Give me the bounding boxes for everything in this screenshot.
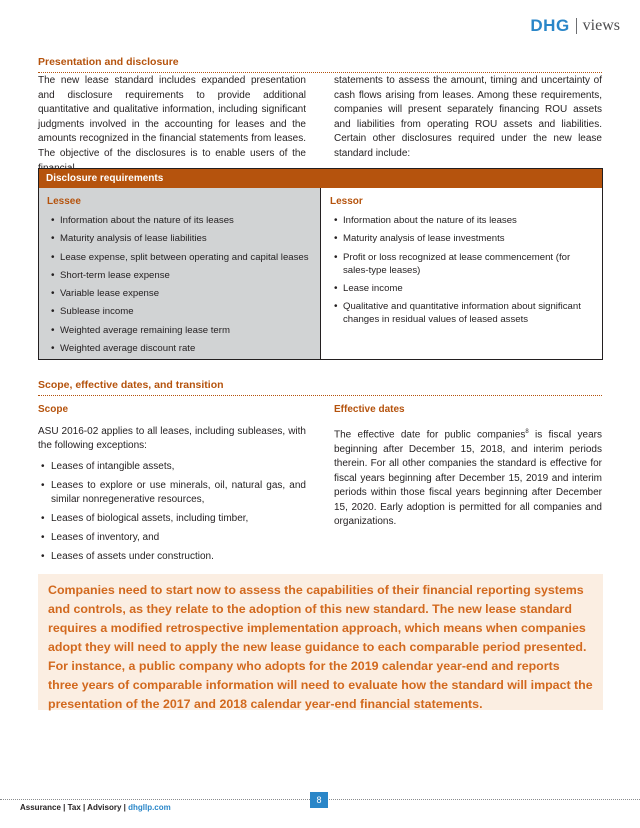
effective-text-start: The effective date for public companies <box>334 428 526 440</box>
lessor-column <box>321 188 602 359</box>
footnote-marker: 8 <box>525 428 529 435</box>
effective-text-end: is fiscal years beginning after December 15, 2018, and interim periods therein. For all other companies the standard is effective for fiscal years beginning after December 15, 2019 and interim periods within those fiscal years beginning after December 15, 2020. Early adoption is permitted for all companies and organizations. <box>334 428 602 528</box>
lessee-heading: Lessee <box>47 196 81 207</box>
lessee-list-item: • Sublease income <box>47 305 320 318</box>
scope-list-item: • Leases of assets under construction. <box>38 550 306 565</box>
lessor-list-item: • Maturity analysis of lease investments <box>330 232 602 245</box>
footer-website-link[interactable]: dhgllp.com <box>128 803 171 812</box>
scope-column <box>38 403 306 569</box>
footer-services <box>20 803 171 812</box>
scope-list-item: • Leases of intangible assets, <box>38 460 306 475</box>
logo-divider <box>576 18 577 34</box>
lessor-list-item: • Qualitative and quantitative information about significant changes in residual values of leased assets <box>330 300 602 326</box>
lessor-list-item: • Profit or loss recognized at lease commencement (for sales-type leases) <box>330 251 602 277</box>
lessee-list-item: • Maturity analysis of lease liabilities <box>47 232 320 245</box>
lessor-heading: Lessor <box>330 196 363 207</box>
presentation-right-text: statements to assess the amount, timing and uncertainty of cash flows arising from leases. Among these requirements, companies will present separately financing ROU assets and liabilities from operating ROU assets and liabilities. Certain other disclosures required under the new lease standard include: <box>334 75 602 159</box>
effective-dates-heading: Effective dates <box>334 404 405 415</box>
disclosure-table-title: Disclosure requirements <box>39 169 602 188</box>
lessee-column <box>39 188 321 359</box>
lessee-list-item: • Lease expense, split between operating and capital leases <box>47 251 320 264</box>
effective-dates-text <box>334 425 602 530</box>
scope-list-item: • Leases of inventory, and <box>38 531 306 546</box>
scope-exceptions-list <box>38 460 306 565</box>
footer-services-text: Assurance | Tax | Advisory | <box>20 803 129 812</box>
scope-list-item: • Leases to explore or use minerals, oil, natural gas, and similar nonregenerative resources, <box>38 479 306 508</box>
lessee-list <box>47 214 320 355</box>
lessee-list-item: • Information about the nature of its leases <box>47 214 320 227</box>
lessor-list-item: • Information about the nature of its leases <box>330 214 602 227</box>
lessee-list-item: • Weighted average remaining lease term <box>47 324 320 337</box>
logo-mark: DHG <box>530 16 570 35</box>
scope-list-item: • Leases of biological assets, including timber, <box>38 512 306 527</box>
presentation-left-text: The new lease standard includes expanded presentation and disclosure requirements to provide additional quantitative and qualitative information, including significant judgments involved in the accounting for leases and the amounts recognized in the financial statements from leases. The objective of the disclosures is to enable users of the <box>38 75 306 159</box>
scope-heading: Scope <box>38 404 69 415</box>
page-number: 8 <box>310 792 328 808</box>
lessee-list-item: • Short-term lease expense <box>47 269 320 282</box>
lessee-list-item: • Variable lease expense <box>47 287 320 300</box>
lessor-list <box>330 214 602 326</box>
disclosure-table <box>38 168 603 360</box>
lessor-list-item: • Lease income <box>330 282 602 295</box>
scope-intro: ASU 2016-02 applies to all leases, including subleases, with the following exceptions: <box>38 425 306 452</box>
callout-box <box>38 574 603 710</box>
logo-word: views <box>582 17 620 34</box>
scope-section-heading: Scope, effective dates, and transition <box>38 379 602 396</box>
effective-dates-column <box>334 403 602 530</box>
presentation-heading: Presentation and disclosure <box>38 56 602 73</box>
lessee-list-item: • Weighted average discount rate <box>47 342 320 355</box>
callout-text: Companies need to start now to assess the capabilities of their financial reporting systems and controls, as they relate to the adoption of this new standard. The new lease standard requires a modified retrospective implementation approach, which means when companies adopt they will need to apply the new lease guidance to each comparable period presented. For instance, a public company who adopts for the 2019 calendar year-end and reports three years of comparable information will need to evaluate how the standard will impact the presentation of the 2017 and 2018 calendar year-end financial statements. <box>48 583 593 711</box>
dhg-views-logo <box>530 16 620 36</box>
